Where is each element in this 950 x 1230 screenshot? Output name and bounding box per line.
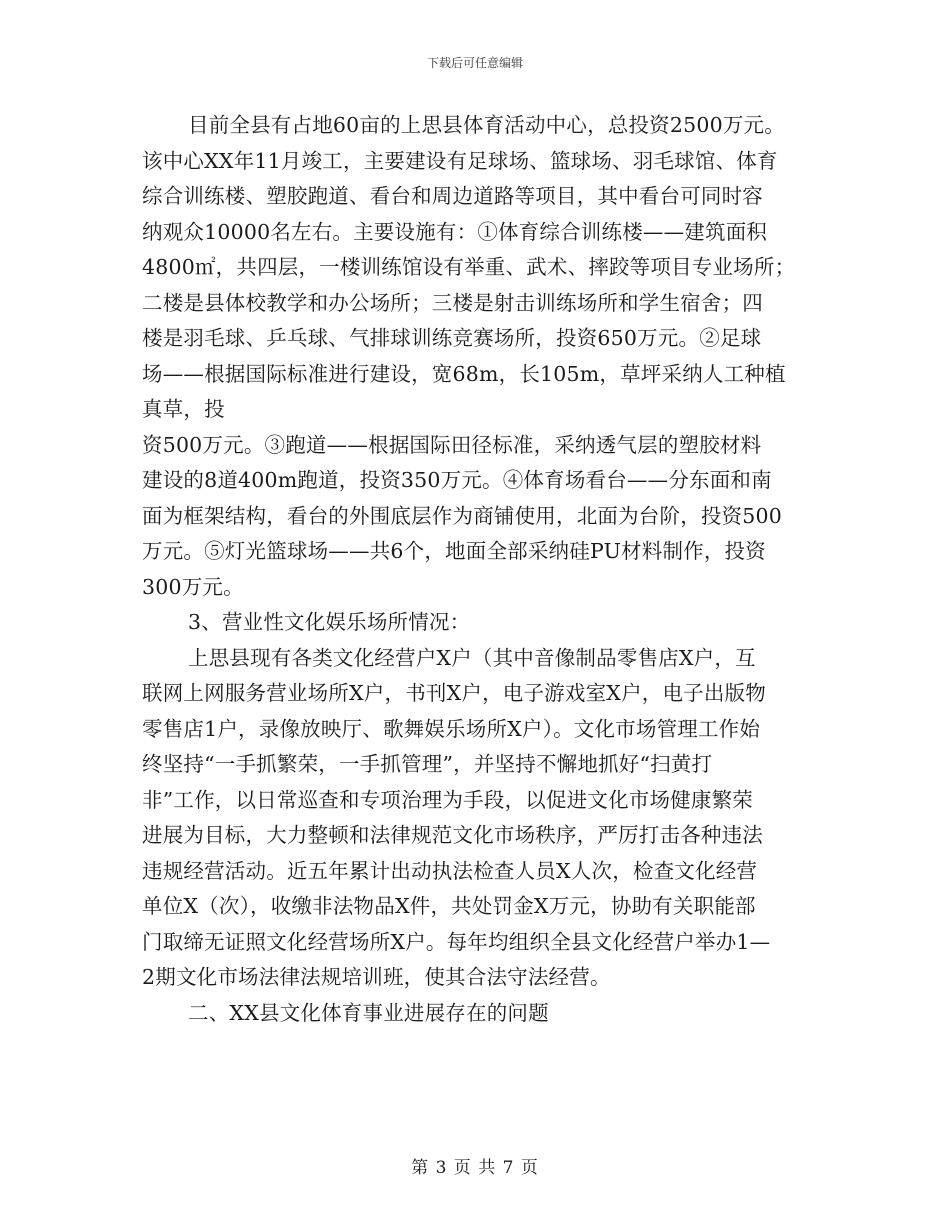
text-line: 终坚持“一手抓繁荣，一手抓管理”，并坚持不懈地抓好“扫黄打 (142, 752, 713, 776)
text-line: 二、XX县文化体育事业进展存在的问题 (188, 1000, 549, 1025)
text-line: 4800㎡，共四层，一楼训练馆设有举重、武术、摔跤等项目专业场所； (142, 255, 796, 279)
text-line: 楼是羽毛球、乒乓球、气排球训练竞赛场所，投资650万元。②足球 (142, 326, 762, 350)
text-line: 违规经营活动。近五年累计出动执法检查人员X人次，检查文化经营 (142, 858, 758, 883)
text-line: 联网上网服务营业场所X户，书刊X户，电子游戏室X户，电子出版物 (142, 681, 766, 705)
text-line: 面为框架结构，看台的外围底层作为商铺使用，北面为台阶，投资500 (142, 503, 783, 528)
document-body (142, 108, 810, 1031)
text-line: 该中心XX年11月竣工，主要建设有足球场、篮球场、羽毛球馆、体育 (142, 148, 778, 173)
text-line: 建设的8道400m跑道，投资350万元。④体育场看台——分东面和南 (142, 468, 772, 492)
text-line: 场——根据国际标准进行建设，宽68m，长105m，草坪采纳人工种植 (142, 361, 786, 386)
text-line: 300万元。 (142, 574, 244, 599)
text-line: 上思县现有各类文化经营户X户（其中音像制品零售店X户，互 (188, 645, 756, 670)
text-line: 万元。⑤灯光篮球场——共6个，地面全部采纳硅PU材料制作，投资 (142, 539, 766, 563)
text-line: 二楼是县体校教学和办公场所；三楼是射击训练场所和学生宿舍；四 (142, 290, 763, 315)
text-line: 非”工作，以日常巡查和专项治理为手段，以促进文化市场健康繁荣 (142, 787, 753, 812)
text-line: 资500万元。③跑道——根据国际田径标准，采纳透气层的塑胶材料 (142, 432, 762, 457)
text-line: 3、营业性文化娱乐场所情况： (188, 610, 471, 634)
text-line: 门取缔无证照文化经营场所X户。每年均组织全县文化经营户举办1— (142, 929, 771, 954)
text-line: 纳观众10000名左右。主要设施有：①体育综合训练楼——建筑面积 (142, 219, 768, 244)
text-line: 综合训练楼、塑胶跑道、看台和周边道路等项目，其中看台可同时容 (142, 184, 763, 208)
page-header: 下载后可任意编辑 (426, 56, 523, 70)
text-line: 单位X（次），收缴非法物品X件，共处罚金X万元，协助有关职能部 (142, 894, 756, 918)
text-line: 2期文化市场法律法规培训班，使其合法守法经营。 (142, 965, 611, 989)
page-footer: 第 3 页 共 7 页 (411, 1158, 539, 1178)
text-line: 进展为目标，大力整顿和法律规范文化市场秩序，严厉打击各种违法 (142, 823, 763, 847)
text-line: 零售店1户，录像放映厅、歌舞娱乐场所X户）。文化市场管理工作始 (142, 716, 761, 741)
text-line: 真草，投 (142, 397, 225, 421)
text-line: 目前全县有占地60亩的上思县体育活动中心，总投资2500万元。 (188, 113, 785, 137)
